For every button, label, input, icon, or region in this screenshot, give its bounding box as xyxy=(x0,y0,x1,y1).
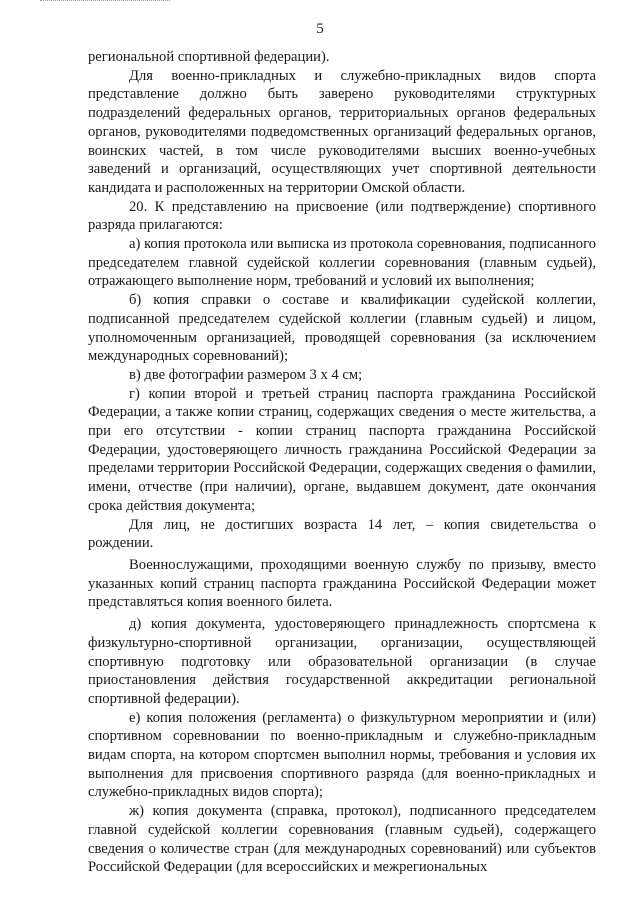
paragraph-item-b: б) копия справки о составе и квалификации судейской коллегии, подписанной председателем судейской коллегии (главным судьей) и лицом, уполномоченным организацией, проводящей соревнования (за исключением международных соревнований); xyxy=(88,292,596,365)
top-edge-mark xyxy=(40,0,170,3)
document-body xyxy=(88,48,596,877)
page-number: 5 xyxy=(316,21,324,37)
paragraph-item-e: е) копия положения (регламента) о физкультурном мероприятии и (или) спортивном соревновании по военно-прикладным и служебно-прикладным видам спорта, на котором спортсмен выполнил нормы, требования и условия их выполнения для присвоения спортивного разряда (для военно-прикладных и служебно-прикладных видов спорта); xyxy=(88,709,596,801)
paragraph-continuation: региональной спортивной федерации). xyxy=(88,49,330,65)
paragraph-under-14: Для лиц, не достигших возраста 14 лет, – копия свидетельства о рождении. xyxy=(88,516,596,552)
paragraph-item-zh: ж) копия документа (справка, протокол), подписанного председателем главной судейской коллегии соревнования (главным судьей), содержащего сведения о количестве стран (для международных соревнований) или субъектов Российской Федерации (для всероссийских и межрегиональных xyxy=(88,803,596,876)
paragraph-item-d: д) копия документа, удостоверяющего принадлежность спортсмена к физкультурно-спортивной организации, организации, осуществляющей спортивную подготовку или образовательной организации (в случае приостановления действия государственной аккредитации региональной спортивной федерации). xyxy=(88,616,596,707)
paragraph-military-sports: Для военно-прикладных и служебно-прикладных видов спорта представление должно быть заверено руководителями структурных подразделений федеральных органов, территориальных органов федеральных органов, руководителями подведомственных организаций федеральных органов, воинских частей, в том числе руководителями высших военно-учебных заведений и организаций, осуществляющих учет спортивной деятельности кандидата и расположенных на территории Омской области. xyxy=(88,67,596,196)
paragraph-item-a: а) копия протокола или выписка из протокола соревнования, подписанного председателем главной судейской коллегии соревнования (главным судьей), отражающего выполнение норм, требований и условий их выполнения; xyxy=(88,236,596,290)
paragraph-item-g: г) копии второй и третьей страниц паспорта гражданина Российской Федерации, а также копии страниц, содержащих сведения о месте жительства, а при его отсутствии - копии страниц паспорта гражданина Российской Федерации, удостоверяющего личность гражданина Российской Федерации за пределами территории Российской Федерации, содержащих сведения о фамилии, имени, отчестве (при наличии), органе, выдавшем документ, дате окончания срока действия документа; xyxy=(88,385,596,514)
paragraph-item-20: 20. К представлению на присвоение (или подтверждение) спортивного разряда прилагаются: xyxy=(88,198,596,234)
paragraph-conscripts: Военнослужащими, проходящими военную службу по призыву, вместо указанных копий страниц паспорта гражданина Российской Федерации может представляться копия военного билета. xyxy=(88,556,596,611)
paragraph-item-v: в) две фотографии размером 3 х 4 см; xyxy=(129,366,363,383)
